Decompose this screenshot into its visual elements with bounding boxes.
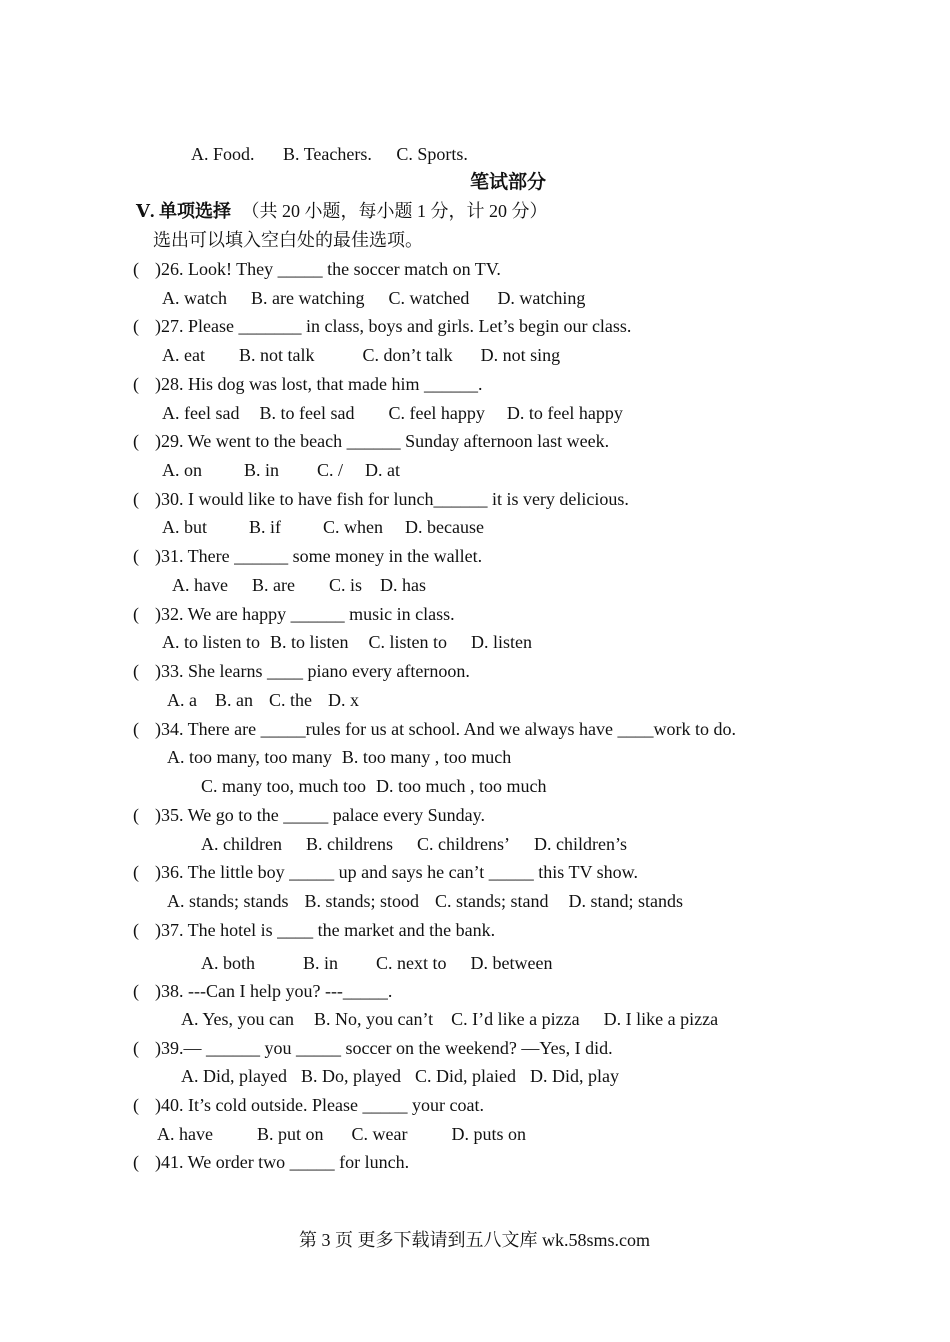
options-row	[162, 516, 484, 538]
question-text: )40. It’s cold outside. Please _____ your coat.	[155, 1095, 484, 1115]
question-stem	[133, 373, 482, 395]
part-heading	[136, 200, 547, 222]
option: A. a	[167, 690, 197, 710]
part-note: （共 20 小题，每小题 1 分，计 20 分）	[241, 201, 548, 221]
option: B. to listen	[270, 632, 349, 652]
question-text: )37. The hotel is ____ the market and the bank.	[155, 920, 496, 940]
option: B. too many , too much	[341, 747, 512, 767]
answer-bracket: (	[133, 1038, 139, 1058]
answer-bracket: (	[133, 431, 139, 451]
option: C. many too, much too	[201, 776, 366, 796]
option: A. feel sad	[162, 403, 240, 423]
options-row	[162, 631, 532, 653]
option: D. not sing	[480, 345, 561, 365]
option: C. listen to	[368, 632, 448, 652]
option: C. don’t talk	[362, 345, 453, 365]
question-text: )41. We order two _____ for lunch.	[155, 1152, 410, 1172]
question-text: )27. Please _______ in class, boys and girls. Let’s begin our class.	[155, 316, 632, 336]
answer-bracket: (	[133, 661, 139, 681]
option: A. have	[172, 575, 228, 595]
options-row	[172, 574, 426, 596]
answer-bracket: (	[133, 805, 139, 825]
option: D. puts on	[451, 1124, 526, 1144]
question-text: )28. His dog was lost, that made him ______.	[155, 374, 483, 394]
option: D. Did, play	[529, 1066, 619, 1086]
section-title: 笔试部分	[470, 172, 547, 193]
question-stem	[133, 861, 638, 883]
question-text: )30. I would like to have fish for lunch______ it is very delicious.	[155, 489, 629, 509]
option: C. Sports.	[396, 144, 468, 164]
option: C. childrens’	[416, 834, 510, 854]
page-footer: 第 3 页 更多下载请到五八文库 wk.58sms.com	[299, 1230, 650, 1250]
option: D. watching	[497, 288, 586, 308]
question-stem	[133, 488, 629, 510]
options-row	[162, 287, 585, 309]
option: B. are	[251, 575, 295, 595]
option: C. Did, plaied	[414, 1066, 516, 1086]
option: B. if	[249, 517, 282, 537]
option: D. between	[470, 953, 553, 973]
option: C. watched	[388, 288, 470, 308]
question-stem	[133, 545, 482, 567]
options-row	[181, 1065, 619, 1087]
option: B. not talk	[238, 345, 315, 365]
options-row	[162, 344, 560, 366]
options-row	[167, 746, 511, 768]
option: D. children’s	[533, 834, 627, 854]
option: C. stands; stand	[435, 891, 549, 911]
option: B. are watching	[250, 288, 365, 308]
option: A. too many, too many	[167, 747, 332, 767]
answer-bracket: (	[133, 1152, 139, 1172]
option: B. stands; stood	[304, 891, 420, 911]
option: B. in	[303, 953, 339, 973]
answer-bracket: (	[133, 604, 139, 624]
option: A. have	[157, 1124, 213, 1144]
option: A. watch	[162, 288, 227, 308]
answer-bracket: (	[133, 489, 139, 509]
option: C. when	[323, 517, 384, 537]
question-text: )29. We went to the beach ______ Sunday afternoon last week.	[155, 431, 610, 451]
option: C. feel happy	[388, 403, 485, 423]
question-stem	[133, 1151, 409, 1173]
question-stem	[133, 919, 495, 941]
option: D. has	[379, 575, 426, 595]
option: D. at	[365, 460, 401, 480]
question-stem	[133, 315, 631, 337]
answer-bracket: (	[133, 316, 139, 336]
option: B. No, you can’t	[314, 1009, 434, 1029]
prev-options-row	[191, 143, 468, 165]
option: B. in	[244, 460, 280, 480]
question-stem	[133, 1037, 613, 1059]
option: A. Yes, you can	[181, 1009, 295, 1029]
answer-bracket: (	[133, 374, 139, 394]
part-label: Ⅴ. 单项选择	[136, 201, 231, 221]
option: A. to listen to	[162, 632, 260, 652]
options-row	[167, 890, 683, 912]
part-instruction: 选出可以填入空白处的最佳选项。	[153, 230, 423, 250]
question-text: )38. ---Can I help you? ---_____.	[155, 981, 393, 1001]
answer-bracket: (	[133, 981, 139, 1001]
option: C. next to	[376, 953, 447, 973]
question-stem	[133, 718, 736, 740]
option: A. stands; stands	[167, 891, 289, 911]
option: C. is	[328, 575, 362, 595]
answer-bracket: (	[133, 259, 139, 279]
option: A. on	[162, 460, 202, 480]
option: C. I’d like a pizza	[451, 1009, 580, 1029]
question-stem	[133, 804, 485, 826]
question-text: )26. Look! They _____ the soccer match on TV.	[155, 259, 501, 279]
option: B. Teachers.	[283, 144, 372, 164]
question-stem	[133, 980, 392, 1002]
answer-bracket: (	[133, 920, 139, 940]
option: C. the	[269, 690, 312, 710]
option: A. Did, played	[181, 1066, 287, 1086]
option: B. Do, played	[300, 1066, 401, 1086]
option: A. but	[162, 517, 207, 537]
option: B. an	[215, 690, 253, 710]
question-stem	[133, 430, 609, 452]
option: A. Food.	[191, 144, 255, 164]
answer-bracket: (	[133, 719, 139, 739]
options-row	[201, 952, 552, 974]
options-row	[157, 1123, 526, 1145]
options-row	[201, 775, 546, 797]
option: A. eat	[162, 345, 205, 365]
option: D. I like a pizza	[603, 1009, 719, 1029]
question-text: )31. There ______ some money in the wallet.	[155, 546, 483, 566]
question-text: )32. We are happy ______ music in class.	[155, 604, 455, 624]
question-text: )33. She learns ____ piano every afternoon.	[155, 661, 470, 681]
answer-bracket: (	[133, 1095, 139, 1115]
option: A. both	[201, 953, 255, 973]
option: D. stand; stands	[568, 891, 684, 911]
option: D. because	[405, 517, 484, 537]
option: D. listen	[471, 632, 533, 652]
answer-bracket: (	[133, 546, 139, 566]
options-row	[201, 833, 627, 855]
option: D. too much , too much	[376, 776, 547, 796]
question-stem	[133, 603, 455, 625]
options-row	[162, 459, 400, 481]
question-stem	[133, 1094, 484, 1116]
option: B. put on	[256, 1124, 324, 1144]
option: D. to feel happy	[506, 403, 623, 423]
option: A. children	[201, 834, 282, 854]
option: D. x	[328, 690, 359, 710]
option: C. wear	[351, 1124, 408, 1144]
question-text: )34. There are _____rules for us at school. And we always have ____work to do.	[155, 719, 737, 739]
question-text: )39.— ______ you _____ soccer on the weekend? —Yes, I did.	[155, 1038, 613, 1058]
question-text: )35. We go to the _____ palace every Sunday.	[155, 805, 485, 825]
options-row	[181, 1008, 718, 1030]
answer-bracket: (	[133, 862, 139, 882]
options-row	[167, 689, 359, 711]
question-stem	[133, 660, 470, 682]
option: B. to feel sad	[259, 403, 355, 423]
option: B. childrens	[305, 834, 393, 854]
options-row	[162, 402, 623, 424]
question-text: )36. The little boy _____ up and says he can’t _____ this TV show.	[155, 862, 638, 882]
question-stem	[133, 258, 501, 280]
option: C. /	[317, 460, 344, 480]
